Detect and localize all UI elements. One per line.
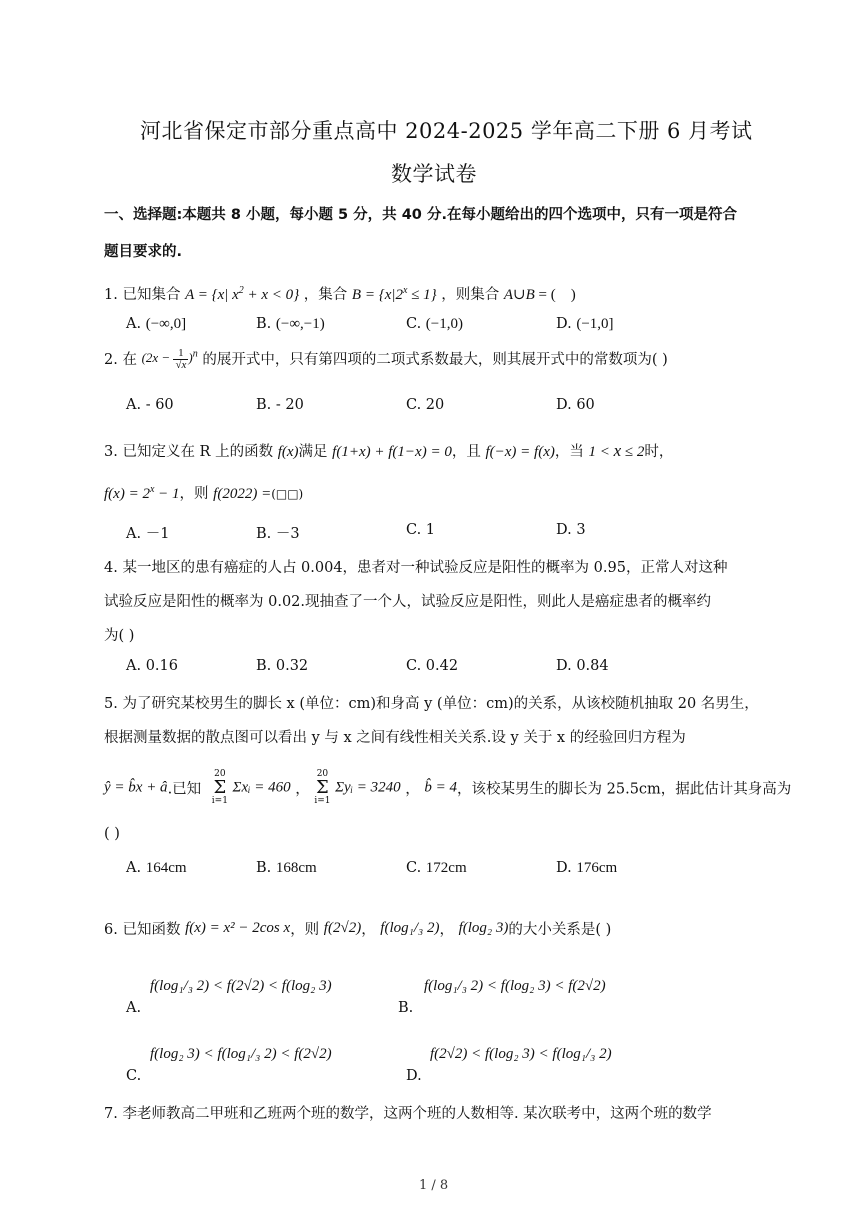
q1-option-c: C. (−1,0)	[406, 316, 463, 332]
page-number: 1 / 8	[419, 1178, 449, 1193]
q6-option-c-expr: f(log₂ 3) < f(log₁/₃ 2) < f(2√2)	[150, 1046, 332, 1062]
question-1: 1. 已知集合 A = {x| $x^2 + x < 0$} ，集合 $B = \{x|2^x \le 1\}$ ，则集合 A∪B = ( )	[104, 285, 576, 303]
section-heading-line2: 题目要求的.	[104, 244, 183, 260]
q6-option-c-label: C.	[126, 1068, 142, 1084]
q1-option-b: B. (−∞,−1)	[256, 316, 325, 332]
q3-option-c: C. 1	[406, 522, 436, 538]
question-3-line2: $f(x) = 2^x - 1$，则 f(2022) =(□□)	[104, 484, 304, 502]
question-7-line1: 7. 李老师教高二甲班和乙班两个班的数学，这两个班的人数相等. 某次联考中，这两个班的数学	[104, 1106, 712, 1122]
q3-f2022: f(2022) =	[213, 486, 272, 502]
q1-prefix: 1. 已知集合	[104, 287, 181, 303]
q1-suffix: ，则集合	[441, 287, 500, 303]
page-subtitle: 数学试卷	[391, 162, 477, 186]
q3-fx-def: $f(x) = 2^x - 1$	[104, 484, 180, 502]
q1-setA: A = {x| $x^2 + x < 0$}	[185, 285, 300, 303]
q4-option-b: B. 0.32	[256, 658, 309, 674]
question-5-line1: 5. 为了研究某校男生的脚长 x (单位：cm)和身高 y (单位：cm)的关系，从该校随机抽取 20 名男生，	[104, 696, 759, 712]
q5-regression: ŷ = b̂x + â	[104, 779, 168, 796]
q1-option-d: D. (−1,0]	[556, 316, 614, 332]
q4-option-c: C. 0.42	[406, 658, 459, 674]
question-6: 6. 已知函数 f(x) = x² − 2cos x，则 f(2√2)， f(log₁/₃ 2)， f(log₂ 3)的大小关系是( )	[104, 920, 612, 938]
q1-union: A∪B	[503, 287, 535, 303]
q3-intro: 3. 已知定义在 R 上的函数	[104, 444, 274, 460]
question-4-line3: 为( )	[104, 628, 135, 644]
question-4-line1: 4. 某一地区的患有癌症的人占 0.004，患者对一种试验反应是阳性的概率为 0.95，正常人对这种	[104, 560, 728, 576]
q6-value-a: f(2√2)	[323, 920, 362, 936]
q5-sum-y-symbol: 20 Σ i=1	[314, 769, 331, 806]
q2-prefix: 2. 在	[104, 352, 137, 368]
q2-option-c: C. 20	[406, 397, 445, 413]
q3-fx: f(x)	[277, 444, 299, 460]
q2-expr: (2x − $\frac{1}{√x}$ )$^n$	[141, 347, 198, 371]
q5-sum-y: Σyᵢ = 3240	[335, 779, 401, 796]
q3-option-a: A. －1	[126, 526, 170, 542]
q4-option-d: D. 0.84	[556, 658, 609, 674]
q6-option-a-expr: f(log₁/₃ 2) < f(2√2) < f(log₂ 3)	[150, 978, 332, 994]
question-2	[104, 348, 668, 371]
q2-option-b: B. - 20	[256, 397, 304, 413]
q2-option-d: D. 60	[556, 397, 595, 413]
question-5-line3: ŷ = b̂x + â.已知 20 Σ i=1 Σxᵢ = 460 ， 20 Σ i=1 Σyᵢ = 3240 ， b̂ = 4，该校某男生的脚长为 25.5cm，据此估计其身高为	[104, 769, 792, 806]
q2-text: 的展开式中，只有第四项的二项式系数最大，则其展开式中的常数项为( )	[202, 352, 668, 368]
q6-option-b-label: B.	[398, 1000, 414, 1016]
q6-option-d-expr: f(2√2) < f(log₂ 3) < f(log₁/₃ 2)	[430, 1046, 612, 1062]
q6-option-b-expr: f(log₁/₃ 2) < f(log₂ 3) < f(2√2)	[424, 978, 606, 994]
q1-option-a: A. (−∞,0]	[126, 316, 187, 332]
q5-option-c: C. 172cm	[406, 860, 467, 876]
q5-sum-x-symbol: 20 Σ i=1	[211, 769, 228, 806]
question-5-line4: ( )	[104, 826, 120, 842]
q1-mid: ，集合	[303, 287, 348, 303]
q4-option-a: A. 0.16	[126, 658, 178, 674]
question-3: 3. 已知定义在 R 上的函数 f(x)满足 f(1+x) + f(1−x) = 0，且 f(−x) = f(x)，当 1 < x ≤ 2时，	[104, 441, 674, 460]
q5-option-d: D. 176cm	[556, 860, 618, 876]
q5-option-a: A. 164cm	[126, 860, 187, 876]
q6-value-c: f(log₂ 3)	[458, 920, 509, 936]
q3-option-b: B. －3	[256, 526, 300, 542]
section-heading-line1: 一、选择题:本题共 8 小题，每小题 5 分，共 40 分.在每小题给出的四个选项中，只有一项是符合	[104, 207, 737, 223]
page-title: 河北省保定市部分重点高中 2024-2025 学年高二下册 6 月考试	[140, 119, 753, 143]
q3-cond3: 1 < x ≤ 2	[588, 441, 645, 460]
q3-cond1: f(1+x) + f(1−x) = 0	[332, 444, 452, 460]
q6-option-a-label: A.	[126, 1000, 142, 1016]
q1-setB: $B = \{x|2^x \le 1\}$	[351, 285, 437, 303]
q5-option-b: B. 168cm	[256, 860, 317, 876]
q3-option-d: D. 3	[556, 522, 586, 538]
q6-function: f(x) = x² − 2cos x	[185, 920, 291, 936]
q5-bhat: b̂ = 4	[424, 779, 458, 796]
q6-value-b: f(log₁/₃ 2)	[380, 920, 440, 936]
q6-option-d-label: D.	[406, 1068, 422, 1084]
q3-cond2: f(−x) = f(x)	[485, 444, 555, 460]
q5-sum-x: Σxᵢ = 460	[232, 779, 291, 796]
question-5-line2: 根据测量数据的散点图可以看出 y 与 x 之间有线性相关关系.设 y 关于 x 的经验回归方程为	[104, 730, 686, 746]
question-4-line2: 试验反应是阳性的概率为 0.02.现抽查了一个人，试验反应是阳性，则此人是癌症患者的概率约	[104, 594, 711, 610]
q2-option-a: A. - 60	[126, 397, 174, 413]
